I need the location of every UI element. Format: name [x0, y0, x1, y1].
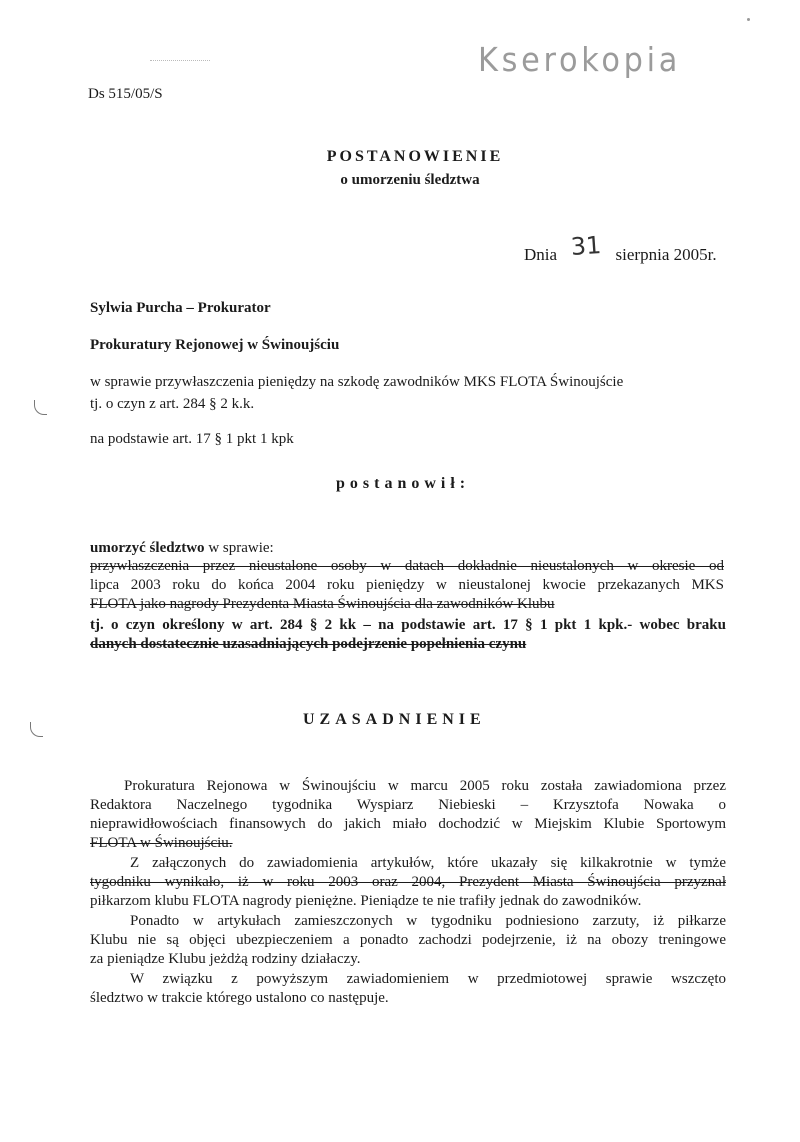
justification-p3-line2: Klubu nie są objęci ubezpieczeniem a ponadto zachodzi podejrzenie, iż na obozy treningowe	[90, 932, 726, 948]
copy-stamp: Kserokopia	[478, 40, 681, 79]
justification-p3-line1: Ponadto w artykułach zamieszczonych w tygodniku podniesiono zarzuty, iż piłkarze	[130, 913, 726, 929]
decision-lead-bold: umorzyć śledztwo	[90, 540, 205, 556]
scan-speck	[747, 18, 750, 21]
justification-p2-line2: tygodniku wynikało, iż w roku 2003 oraz 2004, Prezydent Miasta Świnoujścia przyznał	[90, 874, 726, 890]
prosecutor-office: Prokuratury Rejonowej w Świnoujściu	[90, 337, 340, 353]
legal-basis: na podstawie art. 17 § 1 pkt 1 kpk	[90, 431, 294, 447]
decision-line-5: danych dostatecznie uzasadniających podejrzenie popełnienia czynu	[90, 636, 527, 652]
decision-line-1: przywłaszczenia przez nieustalone osoby w datach dokładnie nieustalonych w okresie od	[90, 558, 724, 574]
decision-line-3: FLOTA jako nagrody Prezydenta Miasta Świnoujścia dla zawodników Klubu	[90, 596, 555, 612]
case-article: tj. o czyn z art. 284 § 2 k.k.	[90, 396, 255, 412]
justification-p2-line3: piłkarzom klubu FLOTA nagrody pieniężne. Pieniądze te nie trafiły jednak do zawodników.	[90, 893, 642, 909]
prosecutor-name: Sylwia Purcha – Prokurator	[90, 300, 271, 316]
justification-p1-line3: nieprawidłowościach finansowych do jakich miało dochodzić w Miejskim Klubie Sportowym	[90, 816, 726, 832]
decision-lead	[90, 540, 274, 557]
justification-p1-line4: FLOTA w Świnoujściu.	[90, 835, 233, 851]
margin-hole-mark	[34, 400, 47, 415]
justification-p1-line2: Redaktora Naczelnego tygodnika Wyspiarz Niebieski – Krzysztofa Nowaka o	[90, 797, 726, 813]
decision-line-2: lipca 2003 roku do końca 2004 roku pieniędzy w nieustalonej kwocie przekazanych MKS	[90, 577, 724, 593]
case-description: w sprawie przywłaszczenia pieniędzy na szkodę zawodników MKS FLOTA Świnoujście	[90, 374, 624, 390]
handwritten-day: 31	[570, 230, 603, 262]
decision-heading: postanowił:	[336, 475, 471, 492]
justification-p4-line1: W związku z powyższym zawiadomieniem w przedmiotowej sprawie wszczęto	[130, 971, 726, 987]
document-date	[524, 230, 717, 266]
date-prefix: Dnia	[524, 245, 558, 264]
faint-scan-line	[150, 60, 210, 63]
justification-p4-line2: śledztwo w trakcie którego ustalono co następuje.	[90, 990, 389, 1006]
justification-heading: UZASADNIENIE	[303, 711, 486, 728]
justification-p1-line1: Prokuratura Rejonowa w Świnoujściu w marcu 2005 roku została zawiadomiona przez	[124, 778, 726, 794]
decision-line-4: tj. o czyn określony w art. 284 § 2 kk – na podstawie art. 17 § 1 pkt 1 kpk.- wobec braku	[90, 617, 726, 633]
decision-lead-rest: w sprawie:	[204, 540, 274, 556]
justification-p3-line3: za pieniądze Klubu jeżdżą rodziny działaczy.	[90, 951, 361, 967]
case-number: Ds 515/05/S	[88, 86, 163, 102]
justification-p2-line1: Z załączonych do zawiadomienia artykułów, które ukazały się kilkakrotnie w tymże	[130, 855, 726, 871]
margin-hole-mark-2	[30, 722, 43, 737]
document-title: POSTANOWIENIE	[326, 148, 504, 165]
date-suffix: sierpnia 2005r.	[615, 245, 717, 264]
document-subtitle: o umorzeniu śledztwa	[340, 172, 480, 188]
